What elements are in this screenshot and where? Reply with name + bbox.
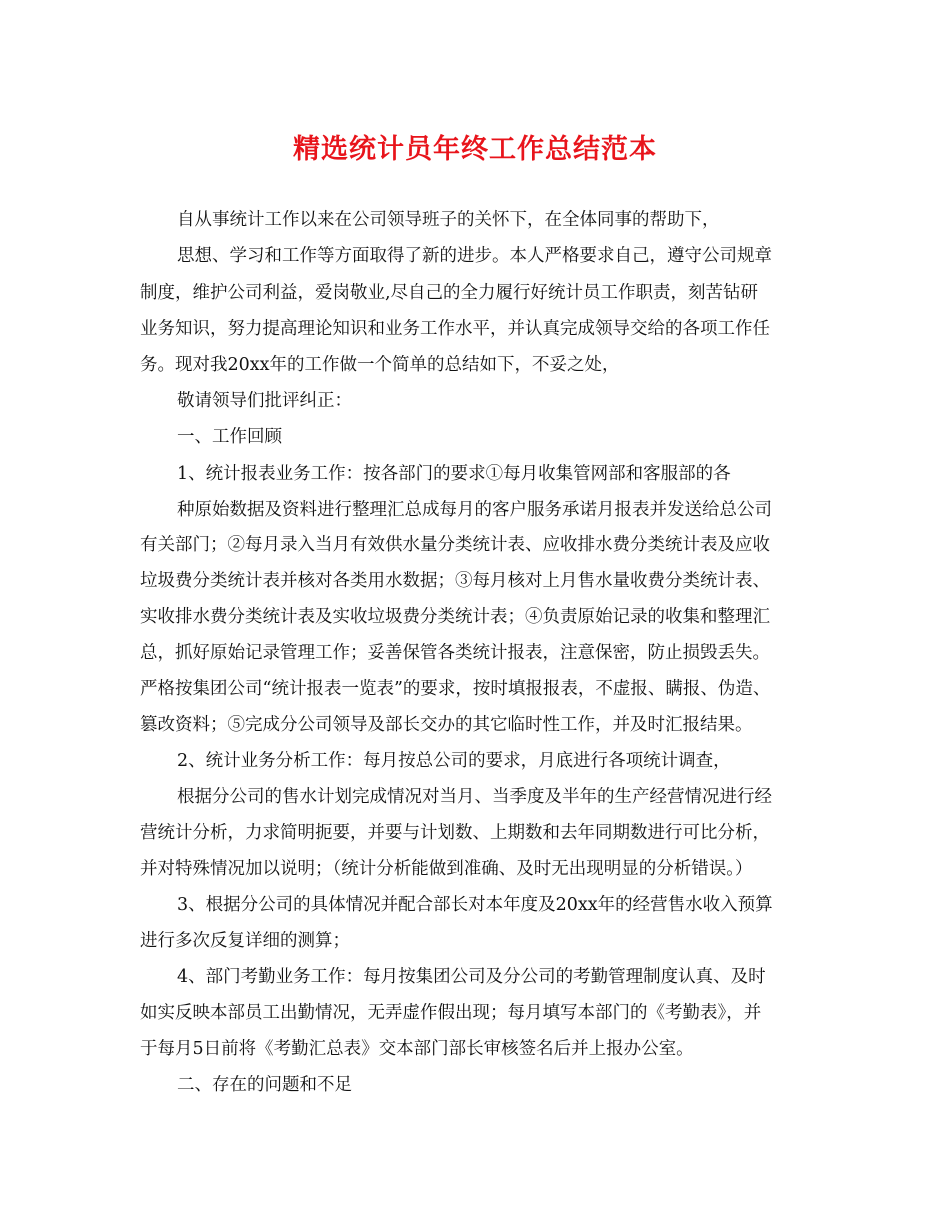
body-line: 有关部门；②每月录入当月有效供水量分类统计表、应收排水费分类统计表及应收: [140, 535, 770, 555]
body-line: 垃圾费分类统计表并核对各类用水数据；③每月核对上月售水量收费分类统计表、: [140, 571, 770, 591]
section-heading: 一、工作回顾: [177, 427, 282, 447]
body-line: 种原始数据及资料进行整理汇总成每月的客户服务承诺月报表并发送给总公司: [177, 500, 772, 520]
body-line: 于每月5日前将《考勤汇总表》交本部门部长审核签名后并上报办公室。: [140, 1039, 694, 1059]
body-line: 敬请领导们批评纠正：: [177, 391, 352, 411]
section-heading: 二、存在的问题和不足: [177, 1075, 352, 1095]
body-line: 篡改资料；⑤完成分公司领导及部长交办的其它临时性工作，并及时汇报结果。: [140, 715, 753, 735]
body-line: 制度，维护公司利益，爱岗敬业,尽自己的全力履行好统计员工作职责，刻苦钻研: [140, 283, 759, 303]
body-line: 业务知识，努力提高理论知识和业务工作水平，并认真完成领导交给的各项工作任: [140, 319, 770, 339]
body-line: 如实反映本部员工出勤情况，无弄虚作假出现；每月填写本部门的《考勤表》，并: [140, 1003, 762, 1023]
document-title: 精选统计员年终工作总结范本: [293, 134, 657, 165]
body-line: 营统计分析，力求简明扼要，并要与计划数、上期数和去年同期数进行可比分析，: [140, 823, 770, 843]
body-line: 严格按集团公司“统计报表一览表”的要求，按时填报报表，不虚报、瞒报、伪造、: [140, 679, 771, 699]
body-line: 2、统计业务分析工作：每月按总公司的要求，月底进行各项统计调查，: [177, 751, 731, 771]
body-line: 1、统计报表业务工作：按各部门的要求①每月收集管网部和客服部的各: [177, 464, 731, 484]
body-line: 3、根据分公司的具体情况并配合部长对本年度及20xx年的经营售水收入预算: [177, 895, 773, 915]
body-line: 根据分公司的售水计划完成情况对当月、当季度及半年的生产经营情况进行经: [177, 787, 772, 807]
body-line: 并对特殊情况加以说明；（统计分析能做到准确、及时无出现明显的分析错误。）: [140, 859, 753, 879]
body-line: 务。现对我20xx年的工作做一个简单的总结如下，不妥之处，: [140, 355, 620, 375]
body-line: 进行多次反复详细的测算；: [140, 931, 350, 951]
body-line: 自从事统计工作以来在公司领导班子的关怀下，在全体同事的帮助下，: [177, 210, 720, 230]
body-line: 4、部门考勤业务工作：每月按集团公司及分公司的考勤管理制度认真、及时: [177, 967, 766, 987]
body-line: 思想、学习和工作等方面取得了新的进步。本人严格要求自己，遵守公司规章: [177, 246, 772, 266]
body-line: 实收排水费分类统计表及实收垃圾费分类统计表；④负责原始记录的收集和整理汇: [140, 607, 770, 627]
body-line: 总，抓好原始记录管理工作；妥善保管各类统计报表，注意保密，防止损毁丢失。: [140, 643, 770, 663]
